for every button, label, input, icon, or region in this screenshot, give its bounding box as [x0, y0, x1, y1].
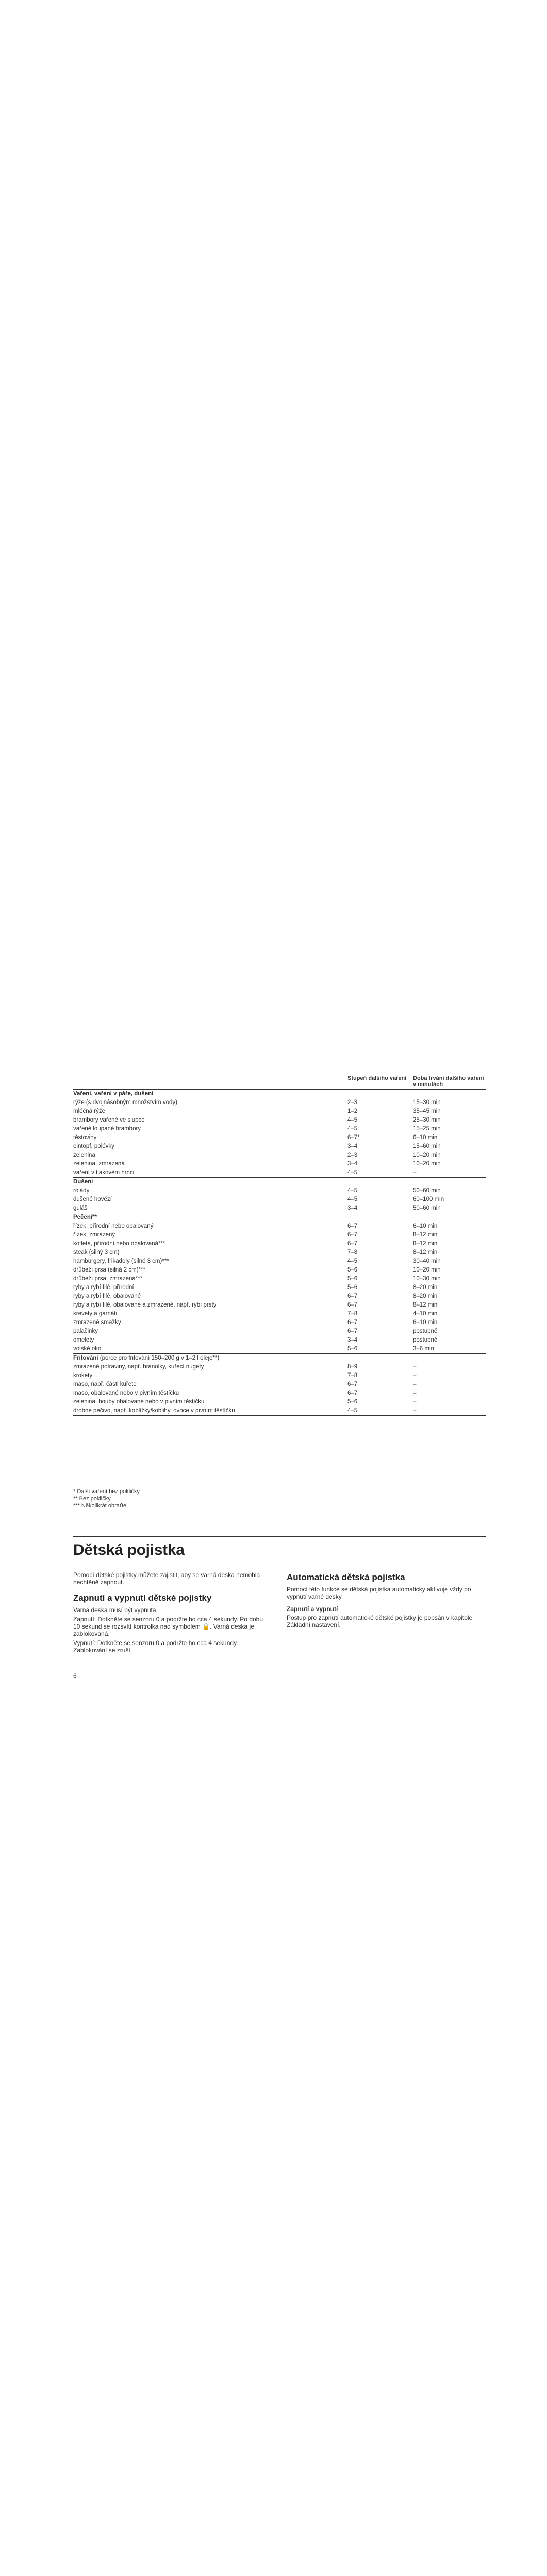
table-section-header	[73, 1354, 486, 1363]
auto-child-lock-on-off-heading: Zapnutí a vypnutí	[287, 1605, 338, 1613]
table-row	[73, 1098, 486, 1107]
table-row	[73, 1142, 486, 1151]
dish-cell: zmrazené potraviny, např. hranolky, kuřecí nugety	[73, 1364, 204, 1370]
dish-cell: rolády	[73, 1188, 90, 1194]
child-lock-on-text: Zapnutí: Dotkněte se senzoru 0 a podržte ho cca 4 sekundy. Po dobu 10 sekund se rozsvítí kontrolka nad symbolem 🔒. Varná deska je zablokovaná.	[73, 1616, 263, 1637]
table-row	[73, 1345, 486, 1354]
table-row	[73, 1240, 486, 1248]
child-lock-intro: Pomocí dětské pojistky můžete zajistit, aby se varná deska nemohla nechtěně zapnout.	[73, 1571, 260, 1586]
table-row	[73, 1318, 486, 1327]
dish-cell: krokety	[73, 1372, 93, 1379]
cooking-level-cell: 4–5	[347, 1126, 358, 1132]
dish-cell: maso, např. části kuřete	[73, 1381, 137, 1387]
section-title	[73, 1090, 486, 1099]
dish-cell: brambory vařené ve slupce	[73, 1117, 145, 1123]
table-row	[73, 1133, 486, 1142]
dish-cell: zmrazené smažky	[73, 1319, 121, 1326]
cooking-level-cell: 5–6	[347, 1284, 358, 1291]
auto-child-lock-intro: Pomocí této funkce se dětská pojistka automaticky aktivuje vždy po vypnutí varné desky.	[287, 1586, 471, 1600]
cooking-level-cell: 3–4	[347, 1337, 358, 1343]
cooking-level-cell: 5–6	[347, 1267, 358, 1273]
cooking-level-cell: 3–4	[347, 1161, 358, 1167]
dish-cell: zelenina	[73, 1152, 95, 1158]
cooking-level-cell: 7–8	[347, 1311, 358, 1317]
auto-child-lock-on-off-text: Postup pro zapnutí automatické dětské pojistky je popsán v kapitole Základní nastavení.	[287, 1614, 473, 1629]
table-header-level: Stupeň dalšího vaření	[347, 1075, 407, 1081]
table-row	[73, 1406, 486, 1416]
dish-cell: omelety	[73, 1337, 94, 1343]
cooking-level-cell: 6–7	[347, 1390, 358, 1396]
cooking-time-cell: 10–20 min	[413, 1161, 441, 1167]
table-body	[73, 1090, 486, 1416]
cooking-level-cell: 6–7	[347, 1302, 358, 1308]
cooking-time-cell: 4–10 min	[413, 1311, 438, 1317]
table-row	[73, 1187, 486, 1195]
cooking-time-cell: 6–10 min	[413, 1223, 438, 1229]
table-row	[73, 1336, 486, 1345]
table-row	[73, 1275, 486, 1283]
dish-cell: palačinky	[73, 1328, 98, 1334]
dish-cell: hamburgery, frikadely (silné 3 cm)***	[73, 1258, 169, 1264]
child-lock-left-column	[73, 1571, 269, 1656]
table-row	[73, 1248, 486, 1257]
table-row	[73, 1168, 486, 1178]
cooking-time-cell: 6–10 min	[413, 1319, 438, 1326]
dish-cell: těstoviny	[73, 1134, 97, 1141]
cooking-level-cell: 3–4	[347, 1143, 358, 1149]
dish-cell: krevety a garnáti	[73, 1311, 118, 1317]
dish-cell: ryby a rybí filé, obalované	[73, 1293, 141, 1299]
dish-cell: volské oko	[73, 1346, 102, 1352]
cooking-time-cell: 10–20 min	[413, 1152, 441, 1158]
cooking-time-cell: 60–100 min	[413, 1196, 444, 1202]
table-header-dish	[73, 1072, 347, 1090]
table-section-header	[73, 1213, 486, 1223]
cooking-level-cell: 4–5	[347, 1196, 358, 1202]
dish-cell: řízek, přírodní nebo obalovaný	[73, 1223, 154, 1229]
table-header-row	[73, 1072, 486, 1090]
cooking-time-cell: 10–20 min	[413, 1267, 441, 1273]
cooking-level-cell: 6–7	[347, 1319, 358, 1326]
child-lock-right-column	[287, 1572, 488, 1631]
section-title-text: Pečení**	[73, 1214, 97, 1221]
table-row	[73, 1107, 486, 1116]
table-row	[73, 1257, 486, 1266]
dish-cell: drůbeží prsa (silná 2 cm)***	[73, 1267, 145, 1273]
section-title-text: Dušení	[73, 1179, 93, 1185]
child-lock-on-off-note: Varná deska musí být vypnuta.	[73, 1606, 158, 1614]
cooking-level-cell: 6–7	[347, 1381, 358, 1387]
table-row	[73, 1380, 486, 1389]
cooking-time-cell: 35–45 min	[413, 1108, 441, 1114]
table-row	[73, 1389, 486, 1398]
cooking-level-cell: 7–8	[347, 1249, 358, 1256]
child-lock-on-off-heading: Zapnutí a vypnutí dětské pojistky	[73, 1593, 212, 1603]
child-lock-off-text: Vypnutí: Dotkněte se senzoru 0 a podržte ho cca 4 sekundy. Zablokování se zruší.	[73, 1639, 238, 1654]
cooking-time-cell: 30–40 min	[413, 1258, 441, 1264]
table-row	[73, 1301, 486, 1310]
cooking-level-cell: 6–7	[347, 1293, 358, 1299]
cooking-level-cell: 6–7	[347, 1223, 358, 1229]
table-row	[73, 1266, 486, 1275]
table-row	[73, 1204, 486, 1213]
table-row	[73, 1283, 486, 1292]
table-row	[73, 1398, 486, 1406]
table-header-duration: Doba trvání dalšího vaření v minutách	[413, 1075, 484, 1088]
cooking-time-cell: 15–30 min	[413, 1099, 441, 1106]
cooking-time-cell: –	[413, 1399, 417, 1405]
dish-cell: ryby a rybí filé, obalované a zmrazené, např. rybí prsty	[73, 1302, 217, 1308]
cooking-time-cell: –	[413, 1408, 417, 1414]
dish-cell: rýže (s dvojnásobným množstvím vody)	[73, 1099, 177, 1106]
cooking-level-cell: 4–5	[347, 1408, 358, 1414]
cooking-level-cell: 7–8	[347, 1372, 358, 1379]
footnote: * Další vaření bez pokličky	[73, 1488, 140, 1495]
section-title	[73, 1213, 486, 1223]
child-lock-title: Dětská pojistka	[73, 1541, 185, 1558]
dish-cell: řízek, zmrazený	[73, 1232, 115, 1238]
cooking-time-cell: 8–12 min	[413, 1249, 438, 1256]
cooking-time-cell: 15–60 min	[413, 1143, 441, 1149]
dish-cell: vaření v tlakovém hrnci	[73, 1170, 135, 1176]
dish-cell: kotleta, přírodní nebo obalovaná***	[73, 1241, 165, 1247]
dish-cell: dušené hovězí	[73, 1196, 112, 1202]
cooking-time-cell: 10–30 min	[413, 1276, 441, 1282]
table-row	[73, 1371, 486, 1380]
cooking-time-cell: 50–60 min	[413, 1188, 441, 1194]
dish-cell: drůbeží prsa, zmrazená***	[73, 1276, 143, 1282]
cooking-time-cell: 25–30 min	[413, 1117, 441, 1123]
table-row	[73, 1222, 486, 1231]
table-row	[73, 1363, 486, 1371]
table-section-header	[73, 1178, 486, 1187]
dish-cell: vařené loupané brambory	[73, 1126, 141, 1132]
cooking-time-cell: 3–6 min	[413, 1346, 434, 1352]
footnote: ** Bez pokličky	[73, 1496, 111, 1502]
cooking-time-cell: 8–20 min	[413, 1293, 438, 1299]
cooking-time-cell: –	[413, 1381, 417, 1387]
section-title-note: (porce pro fritování 150–200 g v 1–2 l oleje**)	[98, 1355, 220, 1361]
cooking-level-cell: 2–3	[347, 1099, 358, 1106]
table-row	[73, 1116, 486, 1125]
cooking-level-cell: 4–5	[347, 1258, 358, 1264]
cooking-level-cell: 1–2	[347, 1108, 358, 1114]
cooking-level-cell: 4–5	[347, 1170, 358, 1176]
cooking-level-cell: 6–7	[347, 1328, 358, 1334]
cooking-time-cell: postupně	[413, 1337, 438, 1343]
cooking-time-cell: –	[413, 1372, 417, 1379]
cooking-level-cell: 5–6	[347, 1346, 358, 1352]
section-title	[73, 1354, 486, 1363]
section-title-text: Fritování	[73, 1355, 98, 1361]
dish-cell: eintopf, polévky	[73, 1143, 114, 1149]
cooking-level-cell: 4–5	[347, 1188, 358, 1194]
cooking-time-cell: 8–12 min	[413, 1241, 438, 1247]
cooking-time-cell: 8–20 min	[413, 1284, 438, 1291]
cooking-time-cell: 8–12 min	[413, 1302, 438, 1308]
cooking-level-cell: 6–7	[347, 1232, 358, 1238]
table-row	[73, 1195, 486, 1204]
table-row	[73, 1327, 486, 1336]
table-row	[73, 1231, 486, 1240]
section-title-text: Vaření, vaření v páře, dušení	[73, 1091, 154, 1097]
auto-child-lock-heading: Automatická dětská pojistka	[287, 1572, 405, 1582]
dish-cell: ryby a rybí filé, přírodní	[73, 1284, 134, 1291]
cooking-time-cell: 8–12 min	[413, 1232, 438, 1238]
dish-cell: guláš	[73, 1205, 88, 1211]
cooking-time-cell: –	[413, 1170, 417, 1176]
cooking-level-cell: 2–3	[347, 1152, 358, 1158]
dish-cell: steak (silný 3 cm)	[73, 1249, 120, 1256]
cooking-level-cell: 3–4	[347, 1205, 358, 1211]
page-number: 6	[73, 1672, 77, 1680]
footnote: *** Několikrát obraťte	[73, 1503, 127, 1509]
cooking-table	[73, 1072, 486, 1416]
dish-cell: zelenina, houby obalované nebo v pivním těstíčku	[73, 1399, 205, 1405]
cooking-level-cell: 8–9	[347, 1364, 358, 1370]
table-row	[73, 1151, 486, 1160]
table-row	[73, 1160, 486, 1168]
dish-cell: mléčná rýže	[73, 1108, 105, 1114]
section-divider	[73, 1536, 486, 1537]
cooking-time-cell: 50–60 min	[413, 1205, 441, 1211]
table-footnotes	[73, 1488, 140, 1510]
cooking-level-cell: 5–6	[347, 1399, 358, 1405]
dish-cell: zelenina, zmrazená	[73, 1161, 125, 1167]
cooking-level-cell: 5–6	[347, 1276, 358, 1282]
cooking-level-cell: 6–7	[347, 1241, 358, 1247]
cooking-time-cell: 6–10 min	[413, 1134, 438, 1141]
table-row	[73, 1125, 486, 1133]
table-row	[73, 1292, 486, 1301]
table-row	[73, 1310, 486, 1318]
dish-cell: drobné pečivo, např. koblížky/koblihy, ovoce v pivním těstíčku	[73, 1408, 235, 1414]
cooking-time-cell: 15–25 min	[413, 1126, 441, 1132]
cooking-time-cell: –	[413, 1390, 417, 1396]
dish-cell: maso, obalované nebo v pivním těstíčku	[73, 1390, 179, 1396]
cooking-time-cell: –	[413, 1364, 417, 1370]
cooking-time-cell: postupně	[413, 1328, 438, 1334]
table-section-header	[73, 1090, 486, 1099]
cooking-level-cell: 4–5	[347, 1117, 358, 1123]
cooking-level-cell: 6–7*	[347, 1134, 360, 1141]
section-title	[73, 1178, 486, 1187]
